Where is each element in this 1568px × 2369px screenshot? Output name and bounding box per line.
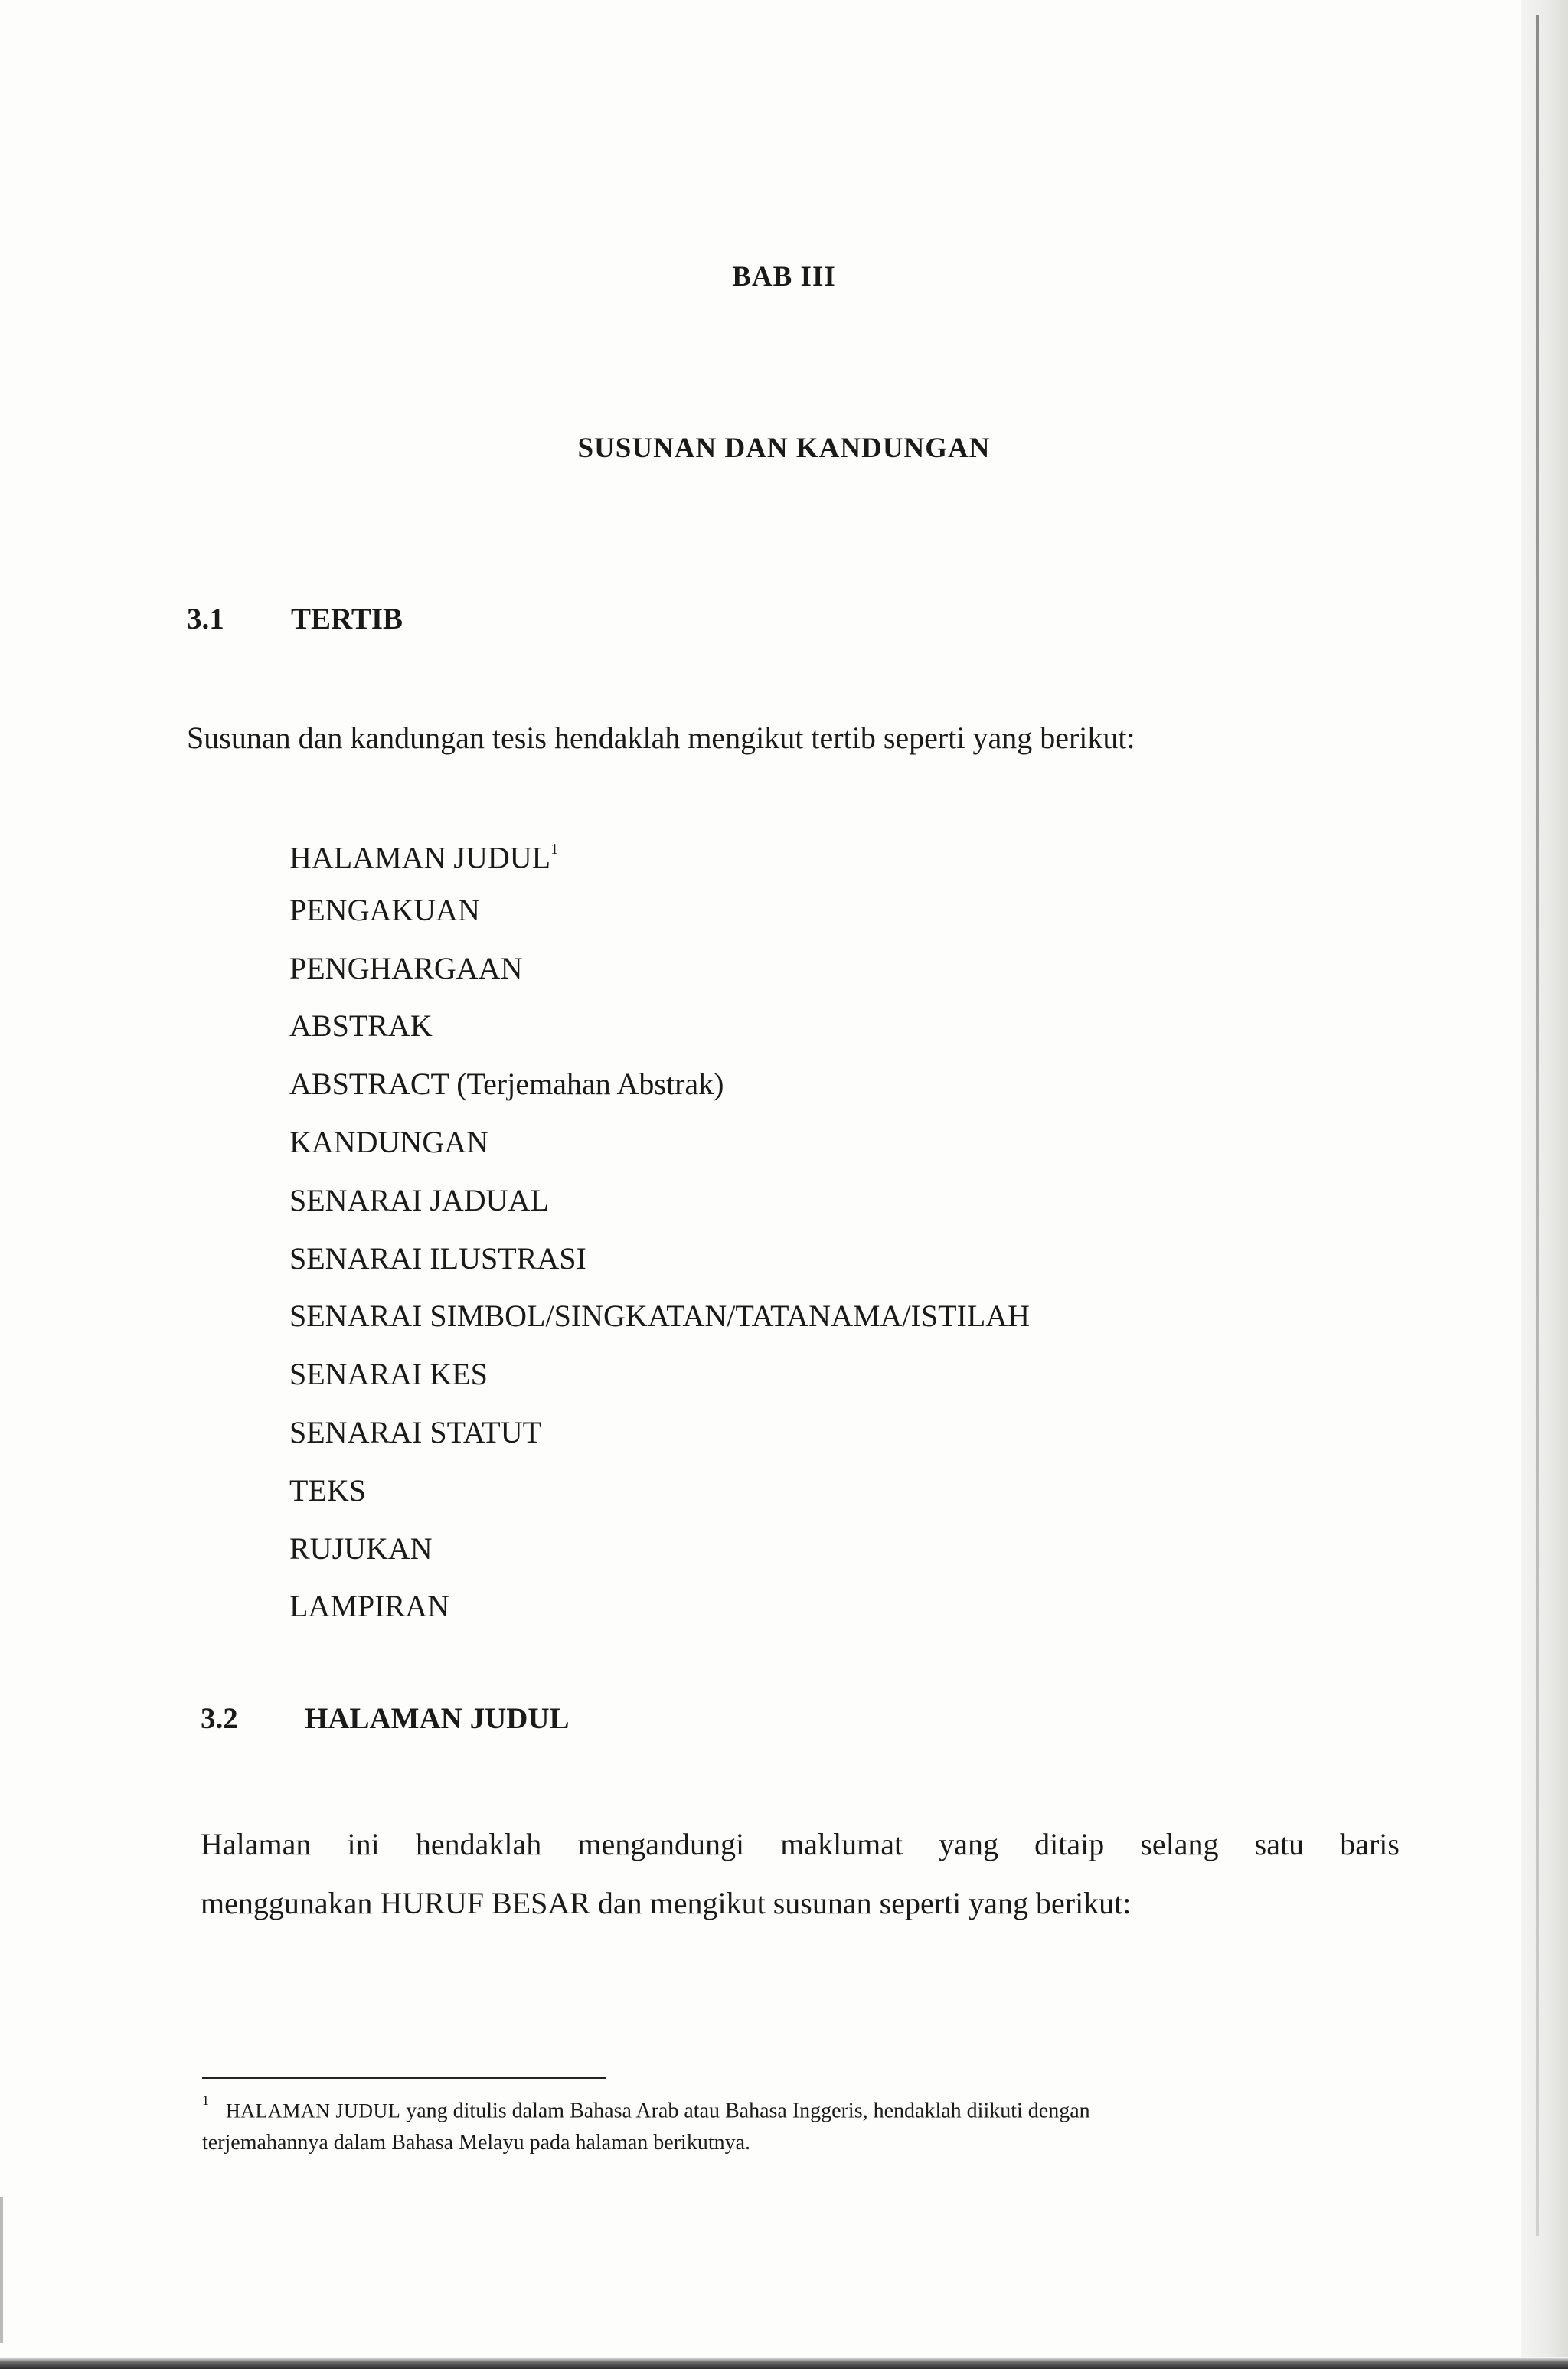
footnote-marker: 1 [550,841,559,858]
footnote-number: 1 [202,2093,209,2108]
section-intro-text: Susunan dan kandungan tesis hendaklah mengikut tertib seperti yang berikut: [187,721,1135,755]
footnote-line: terjemahannya dalam Bahasa Melayu pada halaman berikutnya. [202,2131,751,2155]
list-item: SENARAI ILUSTRASI [289,1240,586,1276]
list-item: PENGHARGAAN [289,950,523,985]
list-item: SENARAI KES [289,1357,488,1392]
list-item: SENARAI JADUAL [289,1182,549,1217]
footnote [202,2089,1351,2159]
paragraph-line: menggunakan HURUF BESAR dan mengikut susunan seperti yang berikut: [201,1886,1132,1920]
thesis-order-list [289,831,1030,1643]
section-paragraph [201,1815,1400,1933]
scan-edge-left-mark [0,2197,3,2343]
list-item: SENARAI STATUT [289,1414,542,1449]
list-item: SENARAI SIMBOL/SINGKATAN/TATANAMA/ISTILAH [289,1299,1031,1334]
section-title: TERTIB [291,603,403,636]
list-item: KANDUNGAN [289,1124,488,1159]
scan-shadow-line [1536,15,1539,2236]
chapter-label: BAB III [732,261,836,292]
footnote-term: HALAMAN JUDUL [226,2099,401,2122]
section-number: 3.1 [187,603,224,636]
list-item: ABSTRAK [289,1008,433,1044]
footnote-text: yang ditulis dalam Bahasa Arab atau Bahasa Inggeris, hendaklah diikuti dengan [406,2099,1090,2123]
list-item: PENGAKUAN [289,892,480,927]
chapter-title: SUSUNAN DAN KANDUNGAN [577,433,991,464]
list-item: LAMPIRAN [289,1589,449,1624]
paragraph-line: Halaman ini hendaklah mengandungi maklumat yang ditaip selang satu baris [201,1827,1400,1861]
section-number: 3.2 [201,1702,238,1735]
footnote-line [202,2089,1351,2127]
section-heading-3-2 [201,1701,570,1736]
list-item: ABSTRACT (Terjemahan Abstrak) [289,1067,724,1102]
section-title: HALAMAN JUDUL [305,1702,570,1735]
list-item: TEKS [289,1472,366,1508]
scan-edge-right [1521,0,1568,2369]
footnote-divider [202,2077,606,2079]
list-item: RUJUKAN [289,1531,433,1566]
list-item: HALAMAN JUDUL$^1$ [289,840,559,875]
section-heading-3-1 [187,602,403,636]
scan-edge-bottom [0,2357,1568,2369]
